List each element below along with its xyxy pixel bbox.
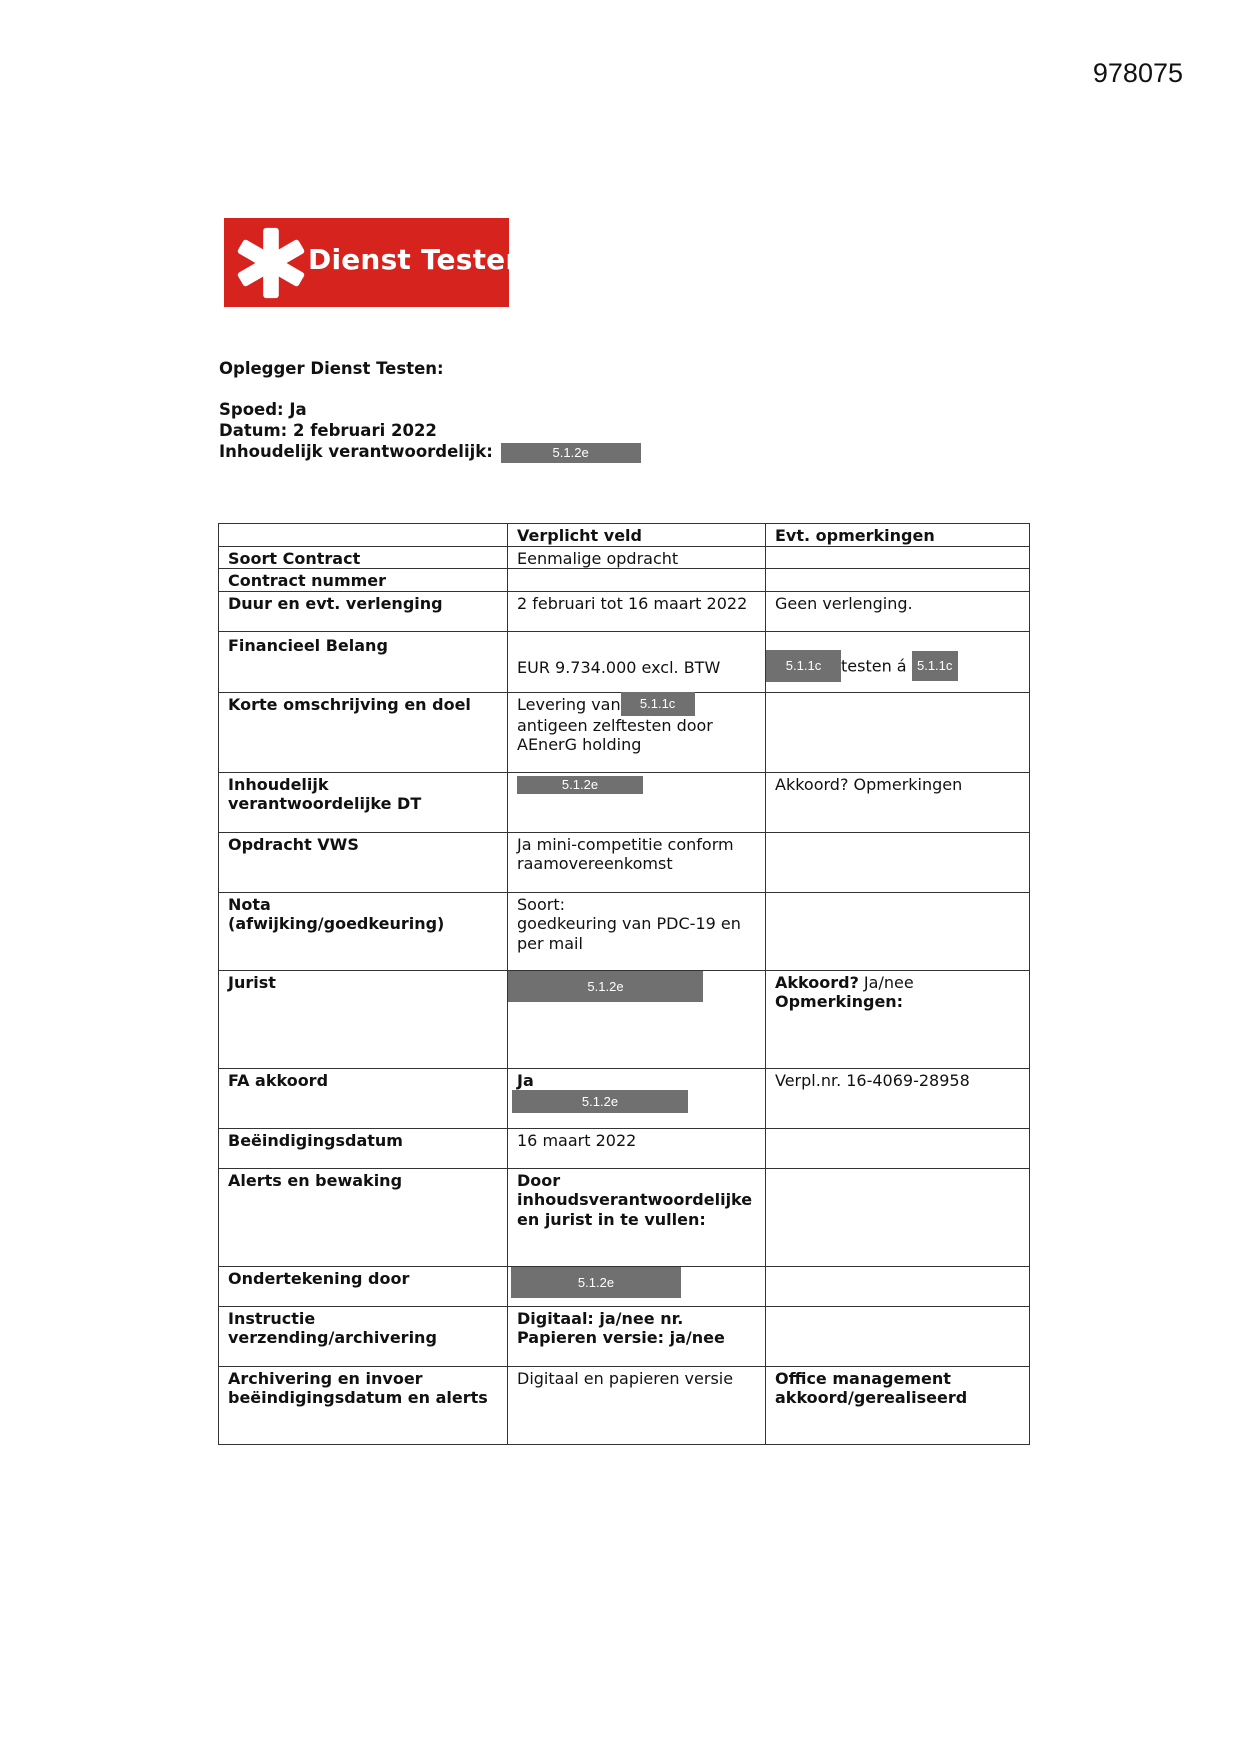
label-line: beëindigingsdatum en alerts	[228, 1388, 488, 1407]
remark-text: testen á	[841, 655, 907, 675]
row-value	[508, 892, 766, 970]
row-remark	[766, 1266, 1030, 1306]
row-remark: Geen verlenging.	[766, 591, 1030, 631]
col-header-opmerkingen: Evt. opmerkingen	[766, 524, 1030, 547]
row-remark	[766, 546, 1030, 569]
row-label: Beëindigingsdatum	[219, 1128, 508, 1168]
row-remark	[766, 631, 1030, 692]
row-label: Duur en evt. verlenging	[219, 591, 508, 631]
logo-text: Dienst Testen	[308, 243, 526, 276]
redaction-box: 5.1.1c	[912, 651, 958, 681]
row-remark	[766, 1306, 1030, 1366]
table-row	[219, 1068, 1030, 1128]
row-value	[508, 1168, 766, 1266]
row-label: Korte omschrijving en doel	[219, 692, 508, 772]
table-header-row	[219, 524, 1030, 547]
row-value	[508, 692, 766, 772]
row-label: Jurist	[219, 970, 508, 1068]
label-line: (afwijking/goedkeuring)	[228, 914, 445, 933]
value-line: inhoudsverantwoordelijke	[517, 1190, 753, 1209]
row-label	[219, 1366, 508, 1444]
value-line: goedkeuring van PDC-19 en	[517, 914, 741, 933]
table-row	[219, 772, 1030, 832]
row-remark: Verpl.nr. 16-4069-28958	[766, 1068, 1030, 1128]
value-line: en jurist in te vullen:	[517, 1209, 706, 1229]
dienst-testen-logo	[224, 218, 526, 307]
table-row	[219, 1128, 1030, 1168]
remark-text: Ja/nee	[858, 972, 914, 992]
table-row	[219, 1168, 1030, 1266]
row-value: Eenmalige opdracht	[508, 546, 766, 569]
spoed-value: Ja	[289, 400, 307, 419]
row-remark	[766, 569, 1030, 592]
row-label: Financieel Belang	[219, 631, 508, 692]
redaction-box: 5.1.2e	[512, 1090, 688, 1113]
label-line: Inhoudelijk	[228, 774, 329, 794]
row-remark	[766, 970, 1030, 1068]
value-line: AEnerG holding	[517, 735, 642, 754]
redaction-box: 5.1.1c	[621, 692, 695, 716]
document-number: 978075	[1092, 58, 1183, 88]
row-value: EUR 9.734.000 excl. BTW	[508, 631, 766, 692]
row-label	[219, 892, 508, 970]
col-header-verplicht: Verplicht veld	[508, 524, 766, 547]
row-value	[508, 569, 766, 592]
label-line: verantwoordelijke DT	[228, 794, 422, 813]
value-line: antigeen zelftesten door	[517, 715, 713, 735]
row-value: 16 maart 2022	[508, 1128, 766, 1168]
row-value	[508, 1266, 766, 1306]
row-value: Digitaal en papieren versie	[508, 1366, 766, 1444]
remark-bold: Opmerkingen:	[775, 992, 904, 1011]
row-remark: Akkoord? Opmerkingen	[766, 772, 1030, 832]
value-line: Ja mini-competitie conform	[517, 834, 734, 854]
table-row	[219, 892, 1030, 970]
table-row	[219, 1306, 1030, 1366]
table-row	[219, 692, 1030, 772]
value-line: Soort:	[517, 894, 565, 914]
redaction-box: 5.1.2e	[501, 443, 641, 463]
value-line: Door	[517, 1170, 561, 1190]
row-remark	[766, 1128, 1030, 1168]
redaction-box: 5.1.2e	[517, 776, 643, 794]
value-line: Levering van	[517, 694, 621, 714]
row-label	[219, 1306, 508, 1366]
row-value	[508, 970, 766, 1068]
table-header-empty	[219, 524, 508, 547]
row-label: Opdracht VWS	[219, 832, 508, 892]
spoed-label: Spoed:	[219, 400, 284, 419]
value-line: Digitaal: ja/nee nr.	[517, 1308, 684, 1328]
contract-table	[218, 523, 1030, 1445]
page-title: Oplegger Dienst Testen:	[219, 359, 444, 378]
row-label: Contract nummer	[219, 569, 508, 592]
redaction-box: 5.1.1c	[766, 650, 841, 682]
value-line: Papieren versie: ja/nee	[517, 1328, 725, 1347]
row-label: Soort Contract	[219, 546, 508, 569]
datum-label: Datum:	[219, 421, 288, 440]
label-line: verzending/archivering	[228, 1328, 437, 1347]
row-label	[219, 772, 508, 832]
datum-line	[219, 421, 437, 440]
table-row	[219, 970, 1030, 1068]
value-bold: Ja	[517, 1070, 534, 1090]
datum-value: 2 februari 2022	[293, 421, 437, 440]
row-value	[508, 832, 766, 892]
row-value	[508, 1068, 766, 1128]
table-row	[219, 591, 1030, 631]
label-line: Instructie	[228, 1308, 316, 1328]
spoed-line	[219, 400, 307, 419]
table-row	[219, 631, 1030, 692]
row-remark	[766, 1366, 1030, 1444]
value-line: per mail	[517, 933, 583, 953]
label-line: Nota	[228, 894, 271, 914]
inhoud-label: Inhoudelijk verantwoordelijk:	[219, 442, 493, 461]
row-remark	[766, 1168, 1030, 1266]
value-line: raamovereenkomst	[517, 854, 673, 873]
label-line: Archivering en invoer	[228, 1368, 423, 1388]
table-row	[219, 569, 1030, 592]
remark-line: Office management	[775, 1368, 951, 1388]
redaction-box: 5.1.2e	[511, 1267, 681, 1298]
table-row	[219, 1266, 1030, 1306]
row-label: FA akkoord	[219, 1068, 508, 1128]
inhoud-line	[219, 442, 641, 463]
row-label: Ondertekening door	[219, 1266, 508, 1306]
row-remark	[766, 892, 1030, 970]
row-remark	[766, 692, 1030, 772]
remark-bold: Akkoord?	[775, 972, 859, 992]
row-value	[508, 772, 766, 832]
redaction-box: 5.1.2e	[508, 971, 703, 1002]
row-value	[508, 1306, 766, 1366]
row-label: Alerts en bewaking	[219, 1168, 508, 1266]
row-remark	[766, 832, 1030, 892]
remark-line: akkoord/gerealiseerd	[775, 1388, 968, 1407]
table-row	[219, 832, 1030, 892]
table-row	[219, 1366, 1030, 1444]
row-value: 2 februari tot 16 maart 2022	[508, 591, 766, 631]
star-asterisk-icon	[232, 223, 310, 303]
table-row	[219, 546, 1030, 569]
